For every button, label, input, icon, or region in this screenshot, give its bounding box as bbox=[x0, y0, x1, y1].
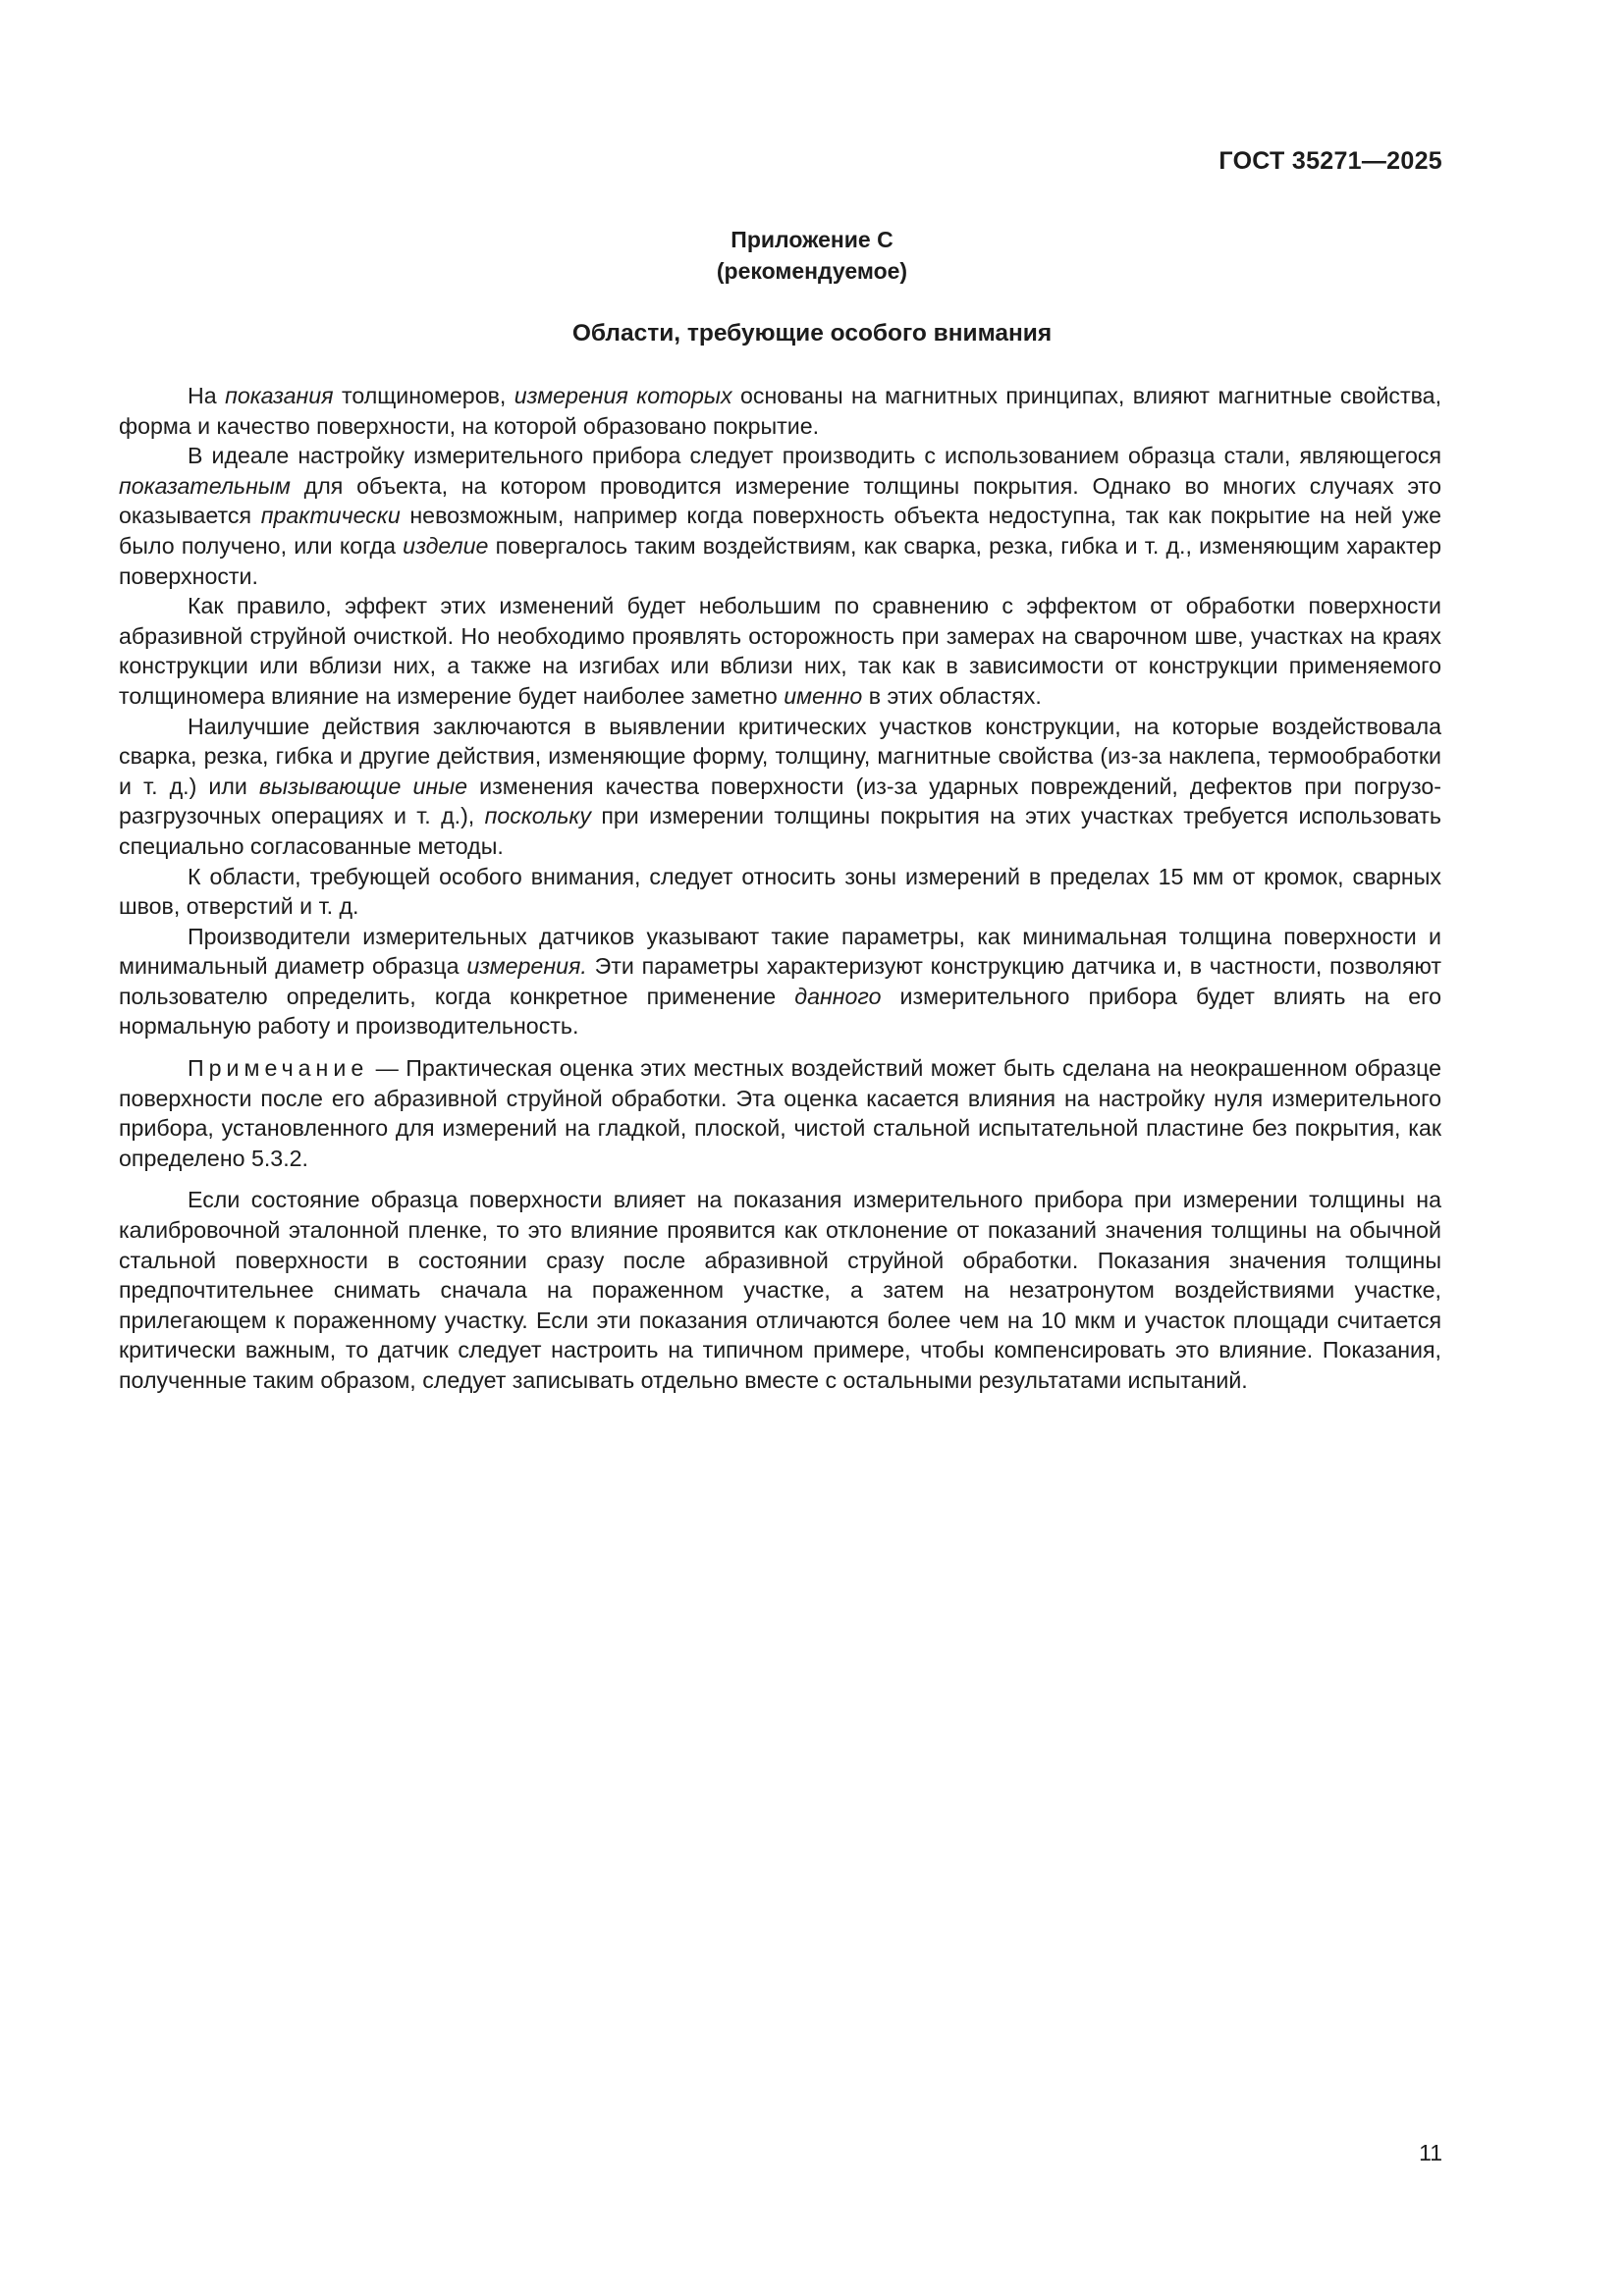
italic-text-run: измерения. bbox=[466, 953, 587, 980]
note-label: Примечание bbox=[188, 1055, 369, 1082]
text-run: На bbox=[188, 383, 226, 408]
italic-text-run: данного bbox=[794, 983, 882, 1009]
text-run: основаны на магнитных принципах, влияют магнитные свойства, форма и качество поверхности, на которой образовано покрытие. bbox=[119, 383, 1442, 439]
appendix-status: (рекомендуемое) bbox=[716, 258, 908, 284]
text-run: при измерении толщины покрытия на этих участках требуется использовать специально согласованные методы. bbox=[119, 803, 1441, 859]
text-run: измерительного прибора будет влиять на его нормальную работу и производительность. bbox=[119, 983, 1441, 1040]
text-run: К области, требующей особого внимания, следует относить зоны измерений в пределах 15 мм от кромок, сварных швов, отверстий и т. д. bbox=[119, 863, 1441, 920]
text-run: толщиномеров, bbox=[333, 383, 514, 408]
italic-text-run: измерения которых bbox=[514, 383, 732, 408]
note-text: Практическая оценка этих местных воздействий может быть сделана на неокрашенном образце поверхности после его абразивной струйной обработки. Эта оценка касается влияния на настройку нуля измерительного прибора, установленного для измерений на гладкой, плоской, чистой стальной испытательной пластине без покрытия, как определено 5.3.2. bbox=[119, 1055, 1441, 1171]
appendix-title: Области, требующие особого внимания bbox=[571, 320, 1053, 347]
italic-text-run: поскольку bbox=[484, 803, 591, 829]
text-run: повергалось таким воздействиям, как сварка, резка, гибка и т. д., изменяющим характер поверхности. bbox=[119, 532, 1441, 589]
text-run: для объекта, на котором проводится измерение толщины покрытия. Однако во многих случаях это оказывается bbox=[119, 472, 1441, 529]
paragraph bbox=[119, 862, 1441, 922]
italic-text-run: именно bbox=[784, 682, 863, 709]
body-text bbox=[119, 381, 1441, 1396]
appendix-label: Приложение С bbox=[731, 227, 893, 252]
text-run: Наилучшие действия заключаются в выявлении критических участков конструкции, на которые воздействовала сварка, резка, гибка и другие действия, изменяющие форму, толщину, магнитные свойства (из-за наклепа, термообработки и т. д.) или bbox=[119, 713, 1441, 799]
italic-text-run: практически bbox=[260, 503, 401, 529]
paragraph bbox=[119, 591, 1441, 711]
text-run: в этих областях. bbox=[862, 682, 1042, 709]
italic-text-run: показания bbox=[225, 383, 334, 408]
text-run: изменения качества поверхности (из-за ударных повреждений, дефектов при погрузо-разгрузочных операциях и т. д.), bbox=[119, 773, 1441, 829]
text-run: В идеале настройку измерительного прибора следует производить с использованием образца стали, являющегося bbox=[188, 443, 1441, 469]
text-run: невозможным, например когда поверхность объекта недоступна, так как покрытие на ней уже было получено, или когда bbox=[119, 503, 1442, 559]
paragraph bbox=[119, 381, 1441, 441]
italic-text-run: изделие bbox=[403, 532, 489, 559]
page-number: 11 bbox=[1419, 2140, 1442, 2165]
standard-code: ГОСТ 35271—2025 bbox=[1218, 147, 1442, 175]
text-run: Эти параметры характеризуют конструкцию датчика и, в частности, позволяют пользователю определить, когда конкретное применение bbox=[119, 953, 1441, 1009]
text-run: Производители измерительных датчиков указывают такие параметры, как минимальная толщина поверхности и минимальный диаметр образца bbox=[119, 923, 1441, 980]
italic-text-run: вызывающие иные bbox=[258, 773, 468, 799]
note-paragraph bbox=[119, 1053, 1441, 1173]
paragraph bbox=[119, 922, 1441, 1041]
appendix-heading bbox=[0, 224, 1624, 287]
italic-text-run: показательным bbox=[119, 472, 291, 499]
final-paragraph: Если состояние образца поверхности влияет на показания измерительного прибора при измерении толщины на калибровочной эталонной пленке, то это влияние проявится как отклонение от показаний значения толщины на обычной стальной поверхности в состоянии сразу после абразивной струйной обработки. Показания значения толщины предпочтительнее снимать сначала на пораженном участке, а затем на незатронутом воздействиями участке, прилегающем к пораженному участку. Если эти показания отличаются более чем на 10 мкм и участок площади считается критически важным, то датчик следует настроить на типичном примере, чтобы компенсировать это влияние. Показания, полученные таким образом, следует записывать отдельно вместе с остальными результатами испытаний. bbox=[119, 1187, 1441, 1393]
note-dash: — bbox=[368, 1055, 406, 1082]
text-run: Как правило, эффект этих изменений будет небольшим по сравнению с эффектом от обработки поверхности абразивной струйной очисткой. Но необходимо проявлять осторожность при замерах на сварочном шве, участках на краях конструкции или вблизи них, а также на изгибах или вблизи них, так как в зависимости от конструкции применяемого толщиномера влияние на измерение будет наиболее заметно bbox=[119, 593, 1441, 709]
paragraph bbox=[119, 712, 1441, 862]
paragraph bbox=[119, 441, 1441, 591]
